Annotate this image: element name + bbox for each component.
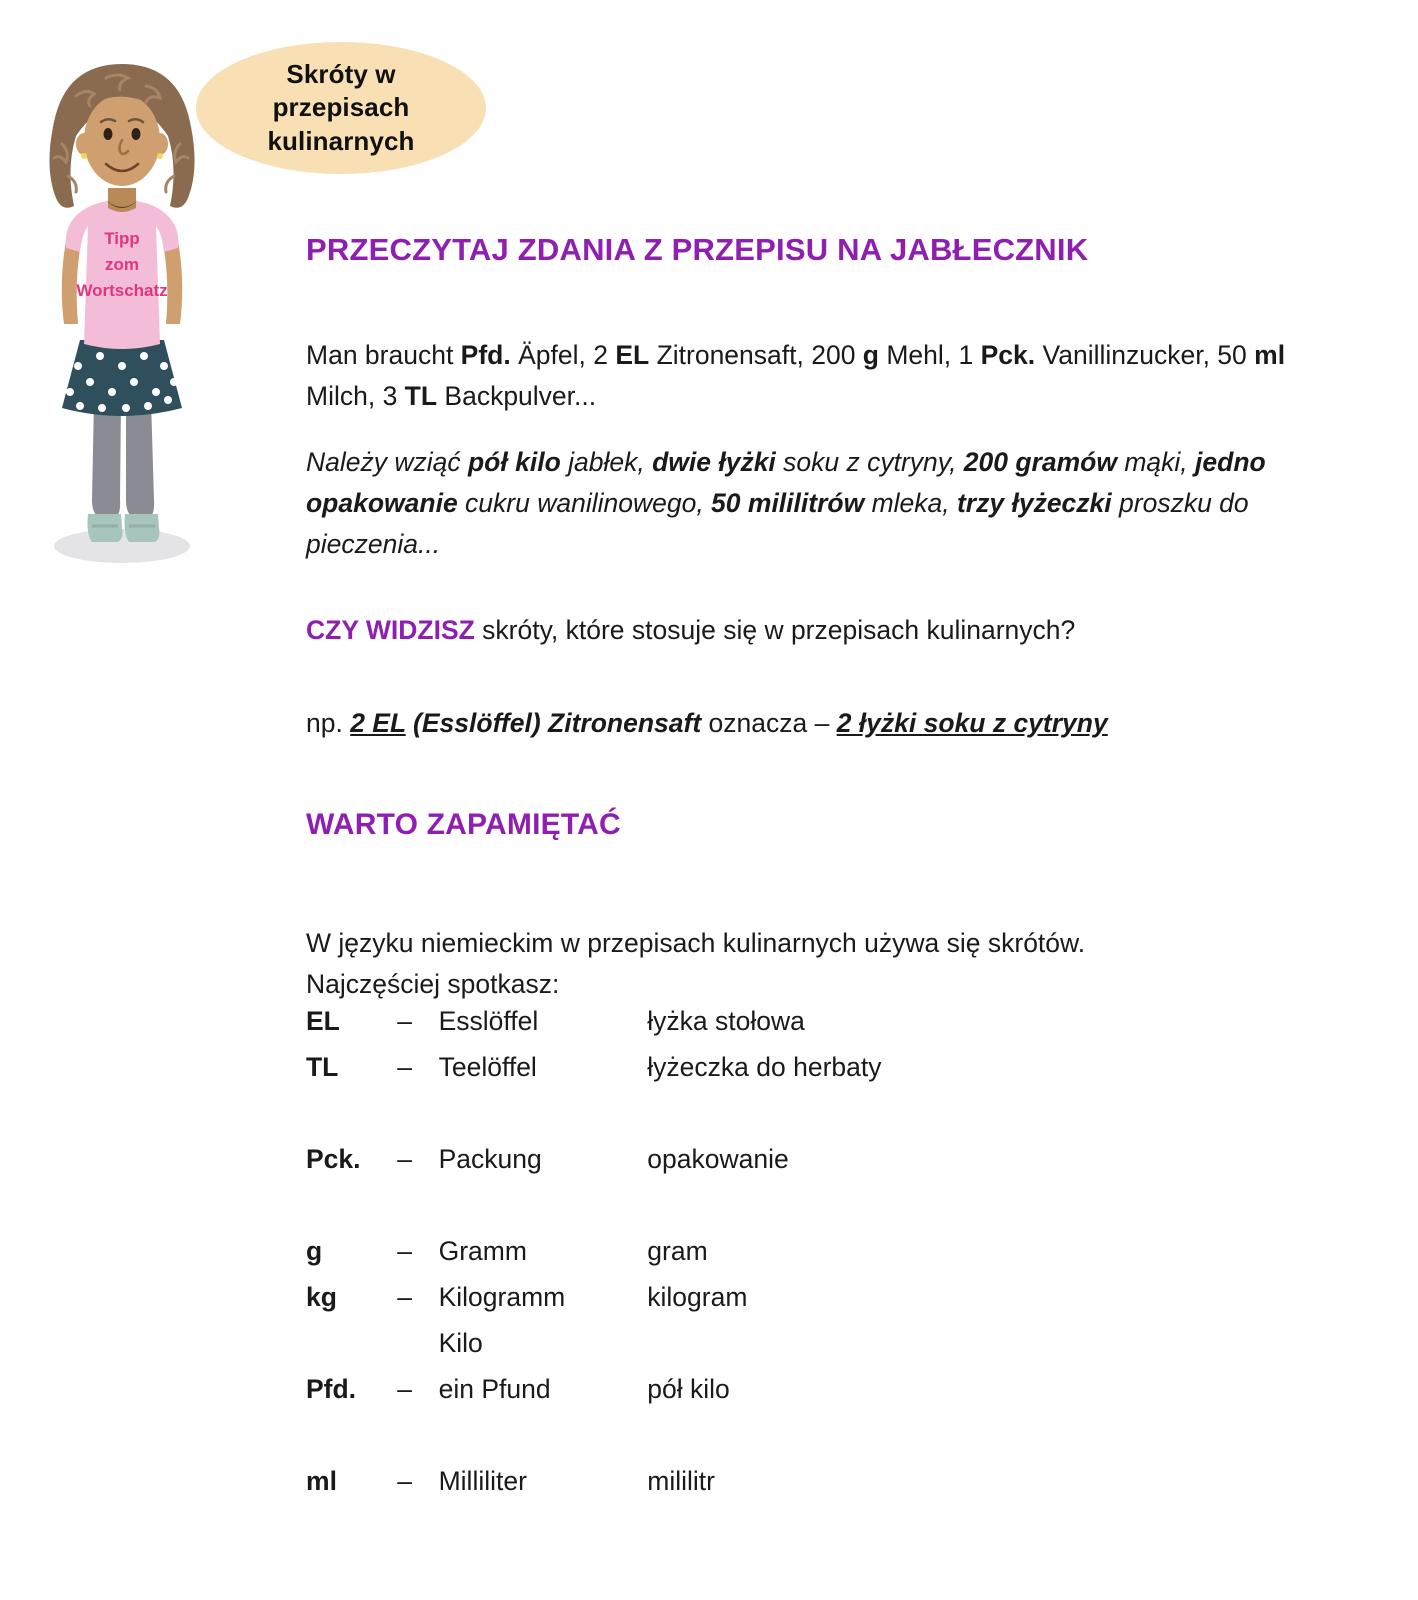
abbr-cell: Pfd. — [306, 1374, 357, 1404]
eye-left — [104, 128, 113, 140]
question-rest: skróty, które stosuje się w przepisach kulinarnych? — [474, 614, 1076, 645]
earring-right — [157, 153, 163, 159]
recipe-de-abbr-pfd: Pfd. — [460, 339, 511, 370]
recipe-de-abbr-g: g — [862, 339, 879, 370]
example-close-paren: ) — [531, 707, 549, 738]
tshirt — [66, 200, 179, 349]
german-cell: Kilo — [438, 1328, 483, 1358]
speech-bubble — [196, 42, 486, 174]
polish-cell: łyżka stołowa — [647, 1006, 805, 1036]
character-illustration — [22, 48, 222, 568]
dash-cell: – — [397, 1282, 413, 1312]
dash-cell: – — [397, 1236, 413, 1266]
recipe-de-abbr-tl: TL — [404, 380, 438, 411]
recipe-sentence-polish — [306, 442, 1326, 565]
recipe-de-seg5: Vanillinzucker, 50 — [1035, 339, 1255, 370]
eye-right — [132, 128, 141, 140]
dash-cell — [397, 1330, 438, 1376]
abbr-cell — [306, 1330, 397, 1376]
german-cell: Gramm — [438, 1236, 527, 1266]
question-prompt — [306, 610, 1326, 651]
recipe-de-abbr-pck: Pck. — [980, 339, 1036, 370]
dash-cell: – — [397, 1466, 413, 1496]
recipe-pl-measure-5: 50 mililitrów — [711, 487, 865, 518]
remember-intro-line2: Najczęściej spotkasz: — [306, 968, 560, 999]
recipe-pl-measure-3: 200 gramów — [963, 446, 1117, 477]
leg-left — [92, 400, 121, 518]
abbr-cell: g — [306, 1236, 323, 1266]
polish-cell: mililitr — [647, 1466, 715, 1496]
german-cell: Teelöffel — [438, 1052, 537, 1082]
recipe-de-abbr-el: EL — [615, 339, 650, 370]
german-cell: Esslöffel — [438, 1006, 539, 1036]
page-title-worth-remembering: WARTO ZAPAMIĘTAĆ — [306, 808, 621, 841]
table-row — [306, 1008, 1006, 1054]
abbr-cell: kg — [306, 1282, 337, 1312]
polish-cell: opakowanie — [647, 1144, 789, 1174]
german-cell: Milliliter — [438, 1466, 527, 1496]
dash-cell: – — [397, 1144, 413, 1174]
recipe-pl-measure-2: dwie łyżki — [652, 446, 776, 477]
ear-left — [76, 133, 92, 155]
table-spacer-row — [306, 1100, 1006, 1146]
recipe-pl-seg6: mleka, — [864, 487, 957, 518]
shoe-left — [88, 514, 123, 542]
example-prefix: np. — [306, 707, 351, 738]
neck — [108, 188, 136, 212]
recipe-pl-seg5: cukru wanilinowego, — [457, 487, 712, 518]
page-title-read-sentences: PRZECZYTAJ ZDANIA Z PRZEPISU NA JABŁECZNIK — [306, 232, 1089, 267]
recipe-pl-seg2: jabłek, — [560, 446, 653, 477]
dash-cell: – — [397, 1374, 413, 1404]
table-row — [306, 1284, 1006, 1330]
recipe-de-seg7: Backpulver... — [437, 380, 597, 411]
table-row — [306, 1376, 1006, 1422]
polish-cell: łyżeczka do herbaty — [647, 1052, 882, 1082]
abbreviations-table — [306, 1008, 1006, 1514]
abbr-cell: TL — [306, 1052, 339, 1082]
recipe-de-seg4: Mehl, 1 — [878, 339, 981, 370]
polish-cell: pół kilo — [647, 1374, 730, 1404]
recipe-pl-measure-1: pół kilo — [468, 446, 561, 477]
table-row — [306, 1146, 1006, 1192]
german-cell: ein Pfund — [438, 1374, 551, 1404]
polish-cell: gram — [647, 1236, 708, 1266]
recipe-pl-seg7: proszku do pieczenia... — [306, 487, 1249, 559]
remember-intro-paragraph — [306, 923, 1326, 1005]
table-spacer-row — [306, 1422, 1006, 1468]
recipe-pl-seg3: soku z cytryny, — [775, 446, 964, 477]
recipe-de-abbr-ml: ml — [1254, 339, 1286, 370]
german-cell: Kilogramm — [438, 1282, 566, 1312]
ear-right — [152, 133, 168, 155]
abbr-cell: EL — [306, 1006, 340, 1036]
example-translation: 2 łyżki soku z cytryny — [836, 707, 1108, 738]
example-german-noun: Zitronensaft — [548, 707, 702, 738]
abbr-cell: Pck. — [306, 1144, 361, 1174]
recipe-de-seg6: Milch, 3 — [306, 380, 405, 411]
table-spacer-row — [306, 1192, 1006, 1238]
tshirt-text-line3: Wortschatz — [76, 281, 168, 300]
recipe-de-seg3: Zitronensaft, 200 — [649, 339, 863, 370]
example-abbreviation: 2 EL — [350, 707, 406, 738]
table-row — [306, 1238, 1006, 1284]
table-row-continuation — [306, 1330, 1006, 1376]
recipe-de-seg2: Äpfel, 2 — [510, 339, 616, 370]
german-cell: Packung — [438, 1144, 542, 1174]
table-row — [306, 1054, 1006, 1100]
speech-bubble-text: Skróty w przepisach kulinarnych — [267, 59, 415, 156]
recipe-de-seg1: Man braucht — [306, 339, 461, 370]
polish-cell — [647, 1330, 1006, 1376]
abbr-cell: ml — [306, 1466, 337, 1496]
example-means: oznacza – — [701, 707, 837, 738]
leg-right — [126, 400, 154, 518]
recipe-pl-seg1: Należy wziąć — [306, 446, 468, 477]
example-open-paren: ( — [405, 707, 422, 738]
recipe-pl-seg4: mąki, — [1116, 446, 1196, 477]
tshirt-text-line2: zom — [105, 255, 139, 274]
remember-intro-line1: W języku niemieckim w przepisach kulinarnych używa się skrótów. — [306, 927, 1086, 958]
recipe-pl-measure-4: jedno opakowanie — [306, 446, 1266, 518]
dash-cell: – — [397, 1006, 413, 1036]
recipe-sentence-german — [306, 335, 1326, 417]
question-highlight: CZY WIDZISZ — [306, 614, 475, 645]
earring-left — [81, 153, 87, 159]
recipe-pl-measure-6: trzy łyżeczki — [956, 487, 1112, 518]
shoe-right — [125, 514, 160, 542]
polish-cell: kilogram — [647, 1282, 748, 1312]
example-german-word: Esslöffel — [421, 707, 532, 738]
tshirt-text-line1: Tipp — [104, 229, 140, 248]
example-explanation — [306, 703, 1326, 744]
table-row — [306, 1468, 1006, 1514]
dash-cell: – — [397, 1052, 413, 1082]
